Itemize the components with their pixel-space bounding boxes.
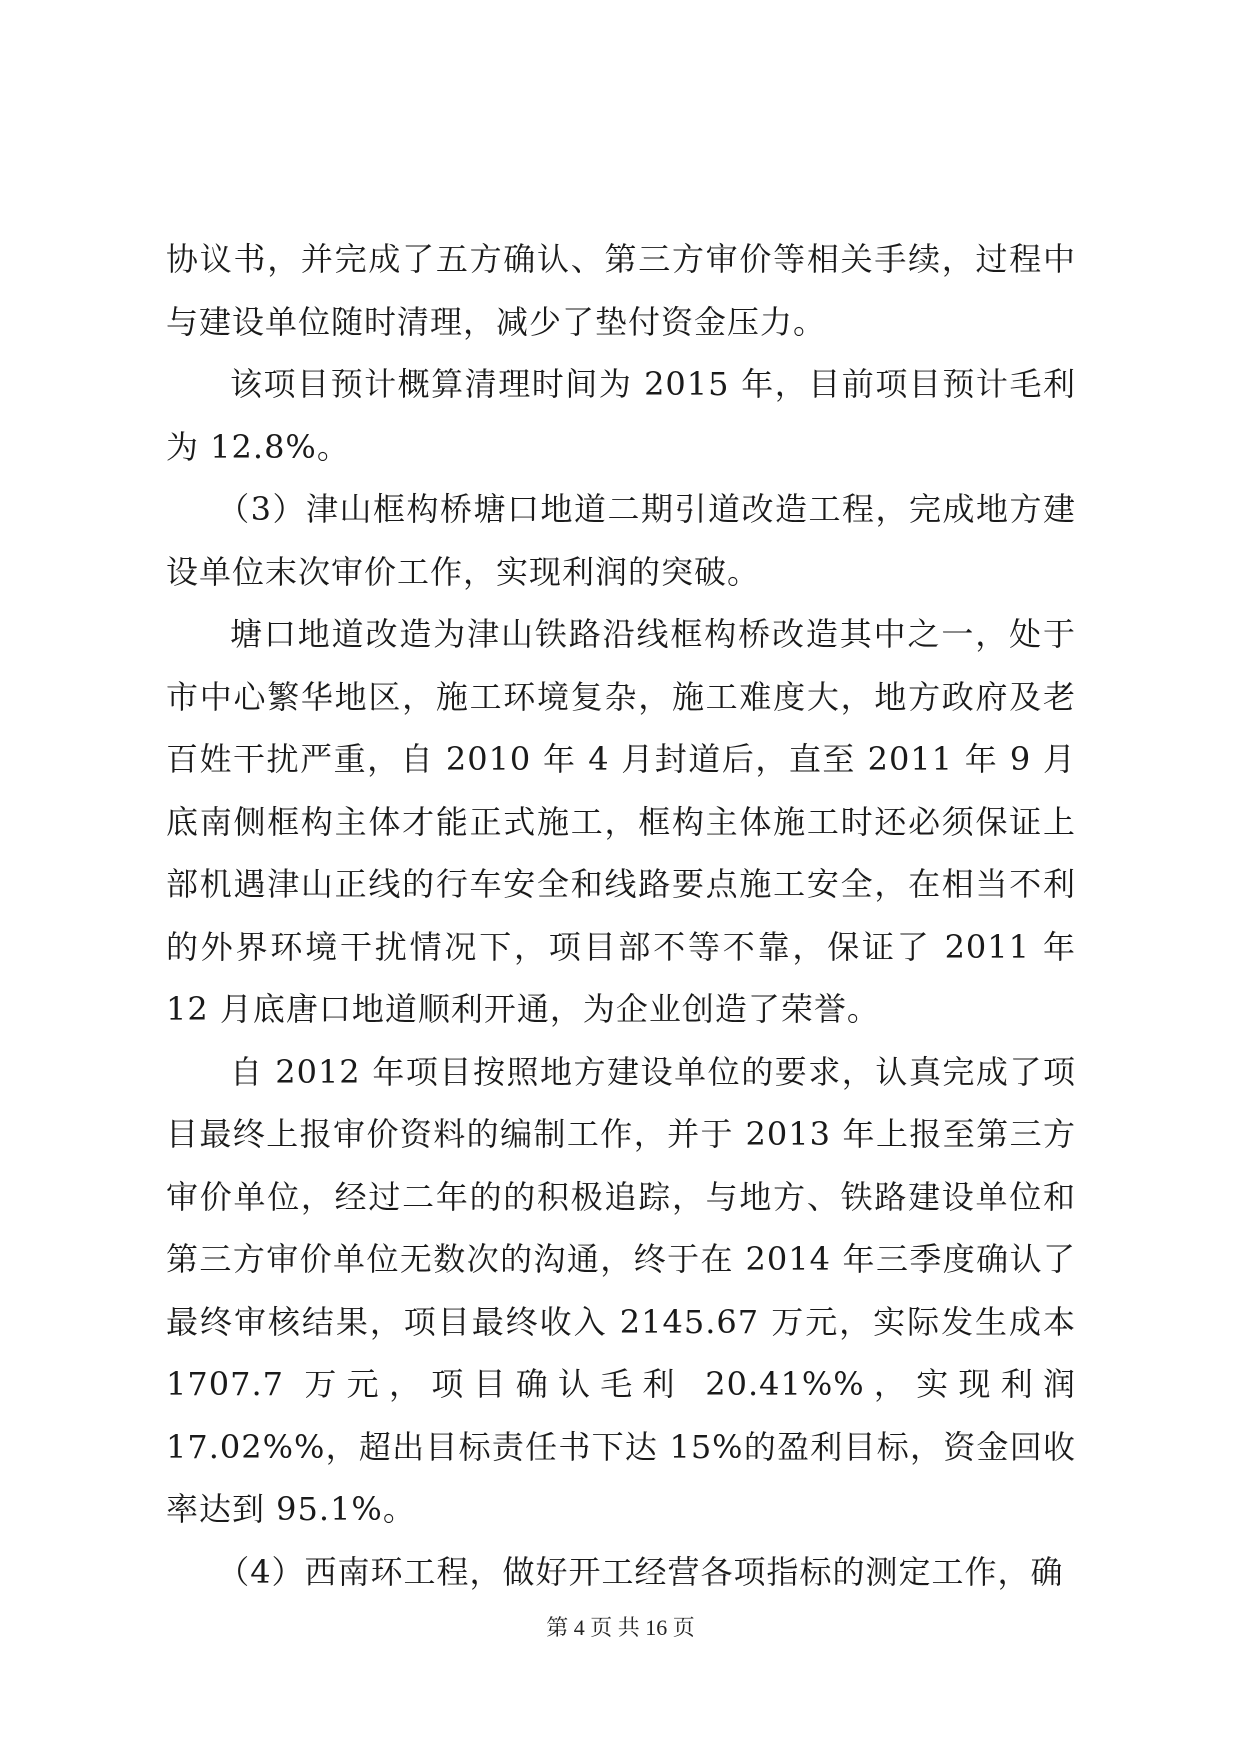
- document-body: [166, 228, 1076, 1603]
- paragraph-item-3-heading: （3）津山框构桥塘口地道二期引道改造工程，完成地方建设单位末次审价工作，实现利润的突破。: [166, 490, 1076, 591]
- page-number-footer: 第 4 页 共 16 页: [546, 1615, 695, 1640]
- paragraph-continuation: 协议书，并完成了五方确认、第三方审价等相关手续，过程中与建设单位随时清理，减少了垫付资金压力。: [166, 240, 1076, 341]
- paragraph-tangkou-background: 塘口地道改造为津山铁路沿线框构桥改造其中之一，处于市中心繁华地区，施工环境复杂，施工难度大，地方政府及老百姓干扰严重，自 2010 年 4 月封道后，直至 2011 年 9 月底南侧框构主体才能正式施工，框构主体施工时还必须保证上部机遇津山正线的行车安全和线路要点施工安全，在相当不利的外界环境干扰情况下，项目部不等不靠，保证了 2011 年 12 月底唐口地道顺利开通，为企业创造了荣誉。: [166, 615, 1076, 1028]
- paragraph-tangkou-result: 自 2012 年项目按照地方建设单位的要求，认真完成了项目最终上报审价资料的编制工作，并于 2013 年上报至第三方审价单位，经过二年的的积极追踪，与地方、铁路建设单位和第三方审价单位无数次的沟通，终于在 2014 年三季度确认了最终审核结果，项目最终收入 2145.67 万元，实际发生成本 1707.7 万元，项目确认毛利 20.41%%，实现利润 17.02%%，超出目标责任书下达 15%的盈利目标，资金回收率达到 95.1%。: [166, 1052, 1076, 1528]
- paragraph-estimate: 该项目预计概算清理时间为 2015 年，目前项目预计毛利为 12.8%。: [166, 365, 1076, 466]
- paragraph-item-4-heading: （4）西南环工程，做好开工经营各项指标的测定工作，确: [217, 1552, 1064, 1591]
